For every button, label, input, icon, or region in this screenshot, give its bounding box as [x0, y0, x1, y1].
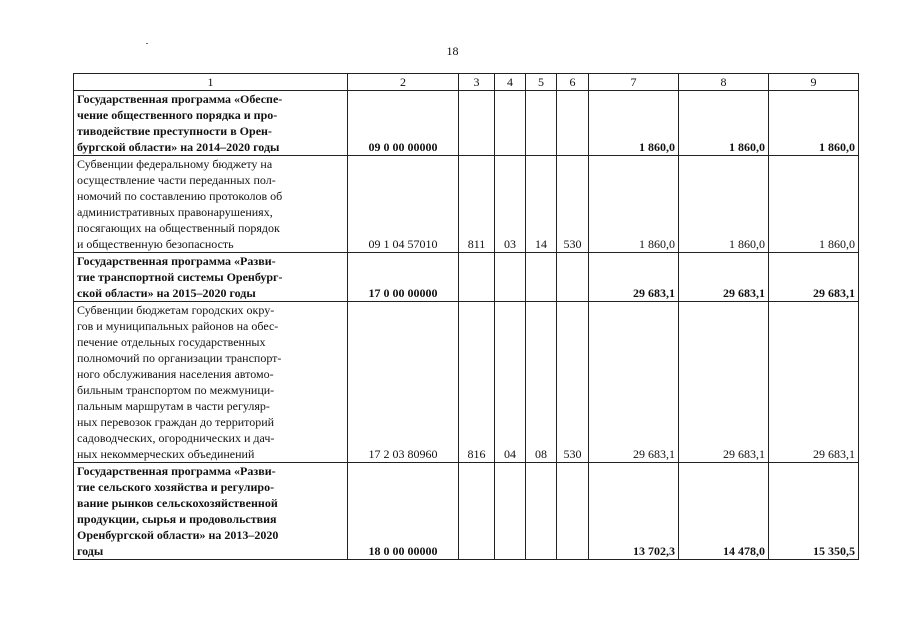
- column-header: 3: [459, 74, 495, 91]
- header-row: [74, 74, 859, 91]
- col4-cell: [495, 91, 526, 156]
- row-name-line: административных правонарушениях,: [77, 205, 273, 219]
- subvention-row: [74, 156, 859, 253]
- value-col8-cell: 14 478,0: [679, 463, 769, 560]
- col3-cell: [459, 253, 495, 302]
- value-col7-cell: 29 683,1: [589, 253, 679, 302]
- value-col7-cell: 13 702,3: [589, 463, 679, 560]
- col6-cell: 530: [557, 302, 589, 463]
- row-name-line: тие транспортной системы Оренбург-: [77, 270, 283, 284]
- row-name-line: осуществление части переданных пол-: [77, 173, 276, 187]
- row-name-line: Государственная программа «Разви-: [77, 464, 276, 478]
- row-name-line: ных перевозок граждан до территорий: [77, 415, 275, 429]
- program-row: [74, 253, 859, 302]
- col6-cell: [557, 463, 589, 560]
- row-name-line: Государственная программа «Разви-: [77, 254, 276, 268]
- row-name-line: гов и муниципальных районов на обес-: [77, 319, 279, 333]
- col3-cell: 811: [459, 156, 495, 253]
- program-row: [74, 463, 859, 560]
- column-header: 1: [74, 74, 348, 91]
- value-col9-cell: 1 860,0: [769, 91, 859, 156]
- col5-cell: 14: [526, 156, 557, 253]
- row-name-line: Государственная программа «Обеспе-: [77, 92, 283, 106]
- row-name-line: годы: [77, 544, 104, 558]
- column-header: 5: [526, 74, 557, 91]
- row-name-line: Субвенции федеральному бюджету на: [77, 157, 273, 171]
- budget-code-cell: 09 1 04 57010: [348, 156, 459, 253]
- row-name-line: тиводействие преступности в Орен-: [77, 124, 272, 138]
- budget-code-cell: 17 0 00 00000: [348, 253, 459, 302]
- row-name-line: бильным транспортом по межмуници-: [77, 383, 275, 397]
- row-name-line: тие сельского хозяйства и регулиро-: [77, 480, 275, 494]
- col5-cell: [526, 91, 557, 156]
- column-header: 2: [348, 74, 459, 91]
- budget-code-cell: 17 2 03 80960: [348, 302, 459, 463]
- row-name-cell: [74, 91, 348, 156]
- row-name-cell: [74, 253, 348, 302]
- col4-cell: 04: [495, 302, 526, 463]
- row-name-line: ного обслуживания населения автомо-: [77, 367, 274, 381]
- row-name-line: печение отдельных государственных: [77, 335, 266, 349]
- value-col7-cell: 29 683,1: [589, 302, 679, 463]
- col4-cell: 03: [495, 156, 526, 253]
- row-name-line: Субвенции бюджетам городских окру-: [77, 303, 275, 317]
- page-number: 18: [446, 44, 459, 58]
- col3-cell: 816: [459, 302, 495, 463]
- col4-cell: [495, 253, 526, 302]
- row-name-line: садоводческих, огороднических и дач-: [77, 431, 275, 445]
- value-col7-cell: 1 860,0: [589, 156, 679, 253]
- value-col8-cell: 29 683,1: [679, 302, 769, 463]
- row-name-cell: [74, 463, 348, 560]
- budget-table: [73, 73, 859, 560]
- value-col9-cell: 29 683,1: [769, 253, 859, 302]
- col3-cell: [459, 91, 495, 156]
- value-col8-cell: 1 860,0: [679, 156, 769, 253]
- value-col7-cell: 1 860,0: [589, 91, 679, 156]
- col6-cell: 530: [557, 156, 589, 253]
- row-name-line: пальным маршрутам в части регуляр-: [77, 399, 270, 413]
- scan-speck: [146, 43, 148, 44]
- column-header: 6: [557, 74, 589, 91]
- col6-cell: [557, 91, 589, 156]
- row-name-line: ской области» на 2015–2020 годы: [77, 286, 256, 300]
- col4-cell: [495, 463, 526, 560]
- program-row: [74, 91, 859, 156]
- value-col8-cell: 1 860,0: [679, 91, 769, 156]
- column-header: 8: [679, 74, 769, 91]
- row-name-line: продукции, сырья и продовольствия: [77, 512, 277, 526]
- column-header: 7: [589, 74, 679, 91]
- row-name-line: бургской области» на 2014–2020 годы: [77, 140, 280, 154]
- value-col9-cell: 1 860,0: [769, 156, 859, 253]
- column-header: 9: [769, 74, 859, 91]
- col6-cell: [557, 253, 589, 302]
- value-col9-cell: 29 683,1: [769, 302, 859, 463]
- row-name-line: вание рынков сельскохозяйственной: [77, 496, 278, 510]
- col5-cell: [526, 253, 557, 302]
- row-name-line: чение общественного порядка и про-: [77, 108, 278, 122]
- row-name-line: Оренбургской области» на 2013–2020: [77, 528, 279, 542]
- row-name-line: ных некоммерческих объединений: [77, 447, 255, 461]
- column-header: 4: [495, 74, 526, 91]
- row-name-line: полномочий по организации транспорт-: [77, 351, 282, 365]
- row-name-cell: [74, 156, 348, 253]
- col5-cell: 08: [526, 302, 557, 463]
- value-col9-cell: 15 350,5: [769, 463, 859, 560]
- subvention-row: [74, 302, 859, 463]
- budget-code-cell: 09 0 00 00000: [348, 91, 459, 156]
- col5-cell: [526, 463, 557, 560]
- row-name-cell: [74, 302, 348, 463]
- value-col8-cell: 29 683,1: [679, 253, 769, 302]
- row-name-line: и общественную безопасность: [77, 237, 234, 251]
- row-name-line: посягающих на общественный порядок: [77, 221, 280, 235]
- budget-code-cell: 18 0 00 00000: [348, 463, 459, 560]
- row-name-line: номочий по составлению протоколов об: [77, 189, 283, 203]
- col3-cell: [459, 463, 495, 560]
